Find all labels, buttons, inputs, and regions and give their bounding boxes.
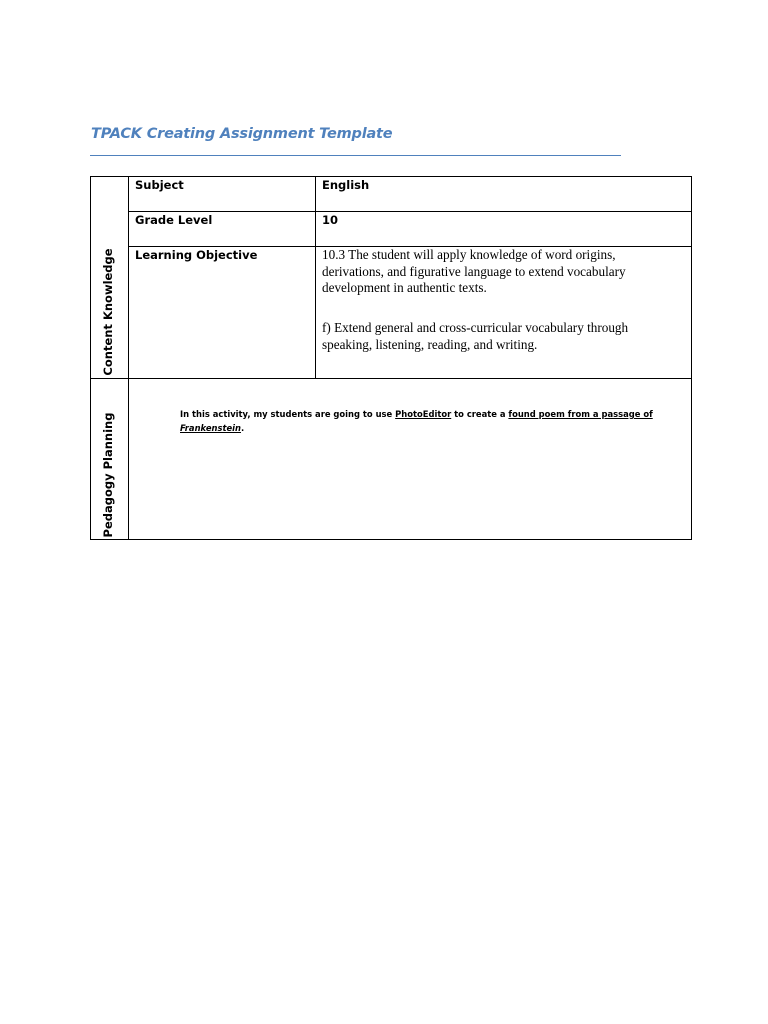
table-divider-row1 xyxy=(128,211,692,212)
subject-label: Subject xyxy=(135,178,184,192)
learning-objective-text-1: 10.3 The student will apply knowledge of word origins, derivations, and figurative language to extend vocabulary development in authentic texts. xyxy=(322,247,626,295)
activity-text-part1: In this activity, my students are going to use xyxy=(180,409,396,419)
activity-text-end: . xyxy=(240,422,245,433)
table-divider-section xyxy=(90,378,692,379)
grade-level-label: Grade Level xyxy=(135,213,213,227)
table-divider-vertical-value xyxy=(315,176,316,378)
learning-objective-label: Learning Objective xyxy=(135,248,258,262)
learning-objective-text-2: f) Extend general and cross-curricular vocabulary through speaking, listening, reading, and writing. xyxy=(322,320,629,352)
title-divider xyxy=(90,155,621,156)
tpack-table xyxy=(90,176,692,540)
document-title: TPACK Creating Assignment Template xyxy=(91,126,393,142)
grade-level-value: 10 xyxy=(322,213,339,227)
activity-text-title[interactable]: Frankenstein xyxy=(180,422,241,433)
activity-description xyxy=(180,408,660,435)
section-label-content-knowledge: Content Knowledge xyxy=(101,248,115,376)
subject-value: English xyxy=(322,178,370,192)
table-divider-vertical-section xyxy=(128,176,129,540)
activity-tool-link[interactable]: PhotoEditor xyxy=(395,409,452,419)
activity-product-link[interactable]: found poem from a passage of xyxy=(508,409,653,419)
activity-text-part2: to create a xyxy=(451,409,509,419)
section-label-pedagogy-planning: Pedagogy Planning xyxy=(101,412,115,538)
